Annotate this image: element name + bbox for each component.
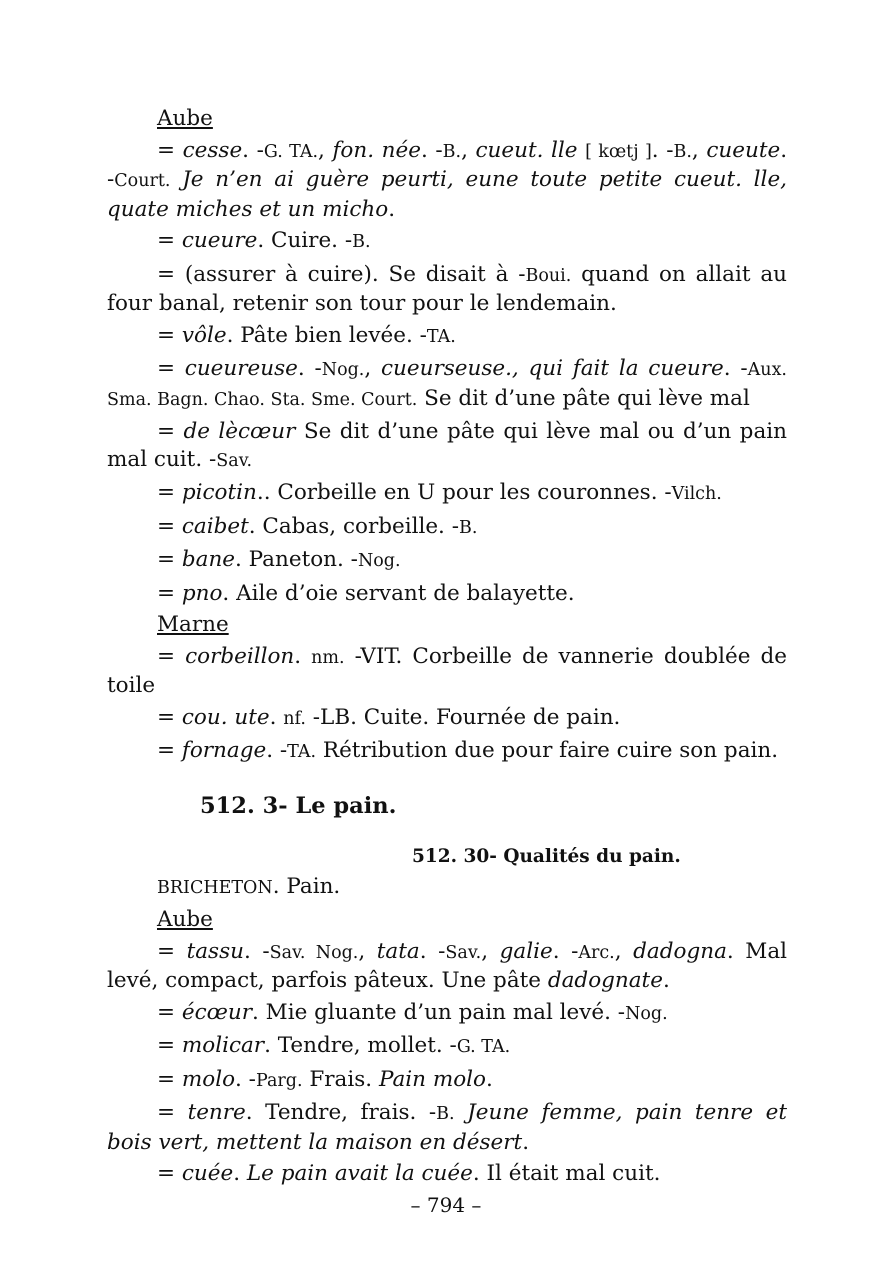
entry-text: , xyxy=(481,938,500,964)
dictionary-entry xyxy=(107,1099,787,1156)
entry-term: de lècœur xyxy=(183,419,296,444)
entry-term: Le pain avait la cuée xyxy=(246,1161,473,1186)
entry-term: picotin xyxy=(181,480,257,505)
entry-text xyxy=(578,138,586,163)
entry-text: . xyxy=(233,1161,247,1186)
entry-text: Se dit d’une pâte qui lève mal xyxy=(417,385,750,411)
entry-abbrev: Parg. xyxy=(255,1070,303,1091)
entry-text: , xyxy=(614,938,634,964)
entry-text: . Mal levé, compact, parfois pâteux. Une pâte xyxy=(107,938,788,993)
entry-text: = xyxy=(157,228,182,253)
entry-abbrev: Nog. xyxy=(625,1003,668,1024)
dictionary-entry xyxy=(107,1160,787,1188)
dictionary-entry xyxy=(107,479,787,509)
entry-term: pno xyxy=(181,580,223,606)
page-body xyxy=(107,105,787,1192)
entry-text: = xyxy=(157,137,183,163)
entry-text xyxy=(170,167,182,192)
entry-text: , xyxy=(364,356,381,381)
entry-text: = xyxy=(157,1033,182,1058)
entry-text: . - xyxy=(552,938,579,964)
entry-text: . xyxy=(522,1129,530,1155)
entry-text: = (assurer à cuire). Se disait à - xyxy=(157,261,526,287)
entry-text: = xyxy=(157,1100,188,1125)
entry-term: molicar xyxy=(181,1033,265,1058)
entry-term: cueure xyxy=(181,228,258,253)
page-number: – 794 – xyxy=(410,1193,482,1217)
entry-term: Jeune femme, pain tenre et bois vert, mettent la maison en désert xyxy=(107,1100,787,1155)
entry-text: = xyxy=(157,419,184,444)
dictionary-entry xyxy=(107,513,787,543)
entry-text: . Il était mal cuit. xyxy=(472,1161,661,1186)
dictionary-entry xyxy=(107,1032,787,1062)
entry-term: tata xyxy=(376,938,420,964)
entry-text: . - xyxy=(107,137,788,192)
entry-text: , xyxy=(461,137,476,163)
entry-text: . Pain. xyxy=(272,873,341,899)
dictionary-entry xyxy=(107,137,787,224)
entry-text: . - xyxy=(242,137,264,163)
entry-abbrev: Sav. Nog. xyxy=(269,942,359,963)
dictionary-entry xyxy=(107,580,787,608)
dictionary-entry xyxy=(107,227,787,257)
subsection-heading: 512. 30- Qualités du pain. xyxy=(412,845,681,867)
entry-text: quand on allait au four banal, retenir son tour pour le lendemain. xyxy=(107,261,787,316)
entry-text: . xyxy=(269,704,284,730)
dictionary-entry xyxy=(107,322,787,352)
entry-abbrev: Court. xyxy=(114,171,171,191)
dictionary-entry xyxy=(107,643,787,700)
dictionary-entry xyxy=(107,873,787,903)
entry-text: . - xyxy=(235,1066,256,1092)
entry-term: vôle xyxy=(181,322,227,348)
entry-term: caibet xyxy=(181,513,249,539)
entry-text: Rétribution due pour faire cuire son pain. xyxy=(316,738,779,763)
entry-term: bane xyxy=(181,547,236,572)
entry-text: = xyxy=(157,547,182,572)
entry-text: Frais. xyxy=(302,1066,379,1092)
entry-abbrev: nm. xyxy=(311,647,345,668)
entry-abbrev: [ kœtj ] xyxy=(585,141,652,162)
entry-text: . - xyxy=(297,356,322,381)
entry-text: . Paneton. - xyxy=(235,547,358,572)
entry-abbrev: B. xyxy=(459,517,478,538)
dictionary-entry xyxy=(107,546,787,576)
entry-text: = xyxy=(157,1066,182,1092)
entry-text: . - xyxy=(243,938,270,964)
entry-text: . - xyxy=(420,137,443,163)
entry-text: . - xyxy=(651,137,674,163)
entry-text: . - xyxy=(723,356,748,381)
entry-term: fon. née xyxy=(332,137,421,163)
entry-abbrev: G. TA. xyxy=(456,1037,511,1057)
entry-text: . Cuire. - xyxy=(257,228,353,253)
entry-text: . xyxy=(388,196,396,222)
entry-abbrev: nf. xyxy=(283,708,306,729)
entry-abbrev: G. TA. xyxy=(263,141,319,162)
entry-text: = xyxy=(157,643,186,669)
entry-text: . Tendre, mollet. - xyxy=(264,1033,457,1058)
entry-term: cueurseuse., qui fait la cueure xyxy=(380,356,724,381)
entry-abbrev: Nog. xyxy=(321,360,365,380)
region-heading: Aube xyxy=(157,106,213,131)
entry-term: Je n’en ai guère peurti, eune toute petite cueut. lle, quate miches et un micho xyxy=(107,167,787,222)
entry-text: . Mie gluante d’un pain mal levé. - xyxy=(252,999,626,1025)
entry-abbrev: B. xyxy=(436,1104,455,1124)
entry-text: = xyxy=(157,356,185,381)
entry-abbrev: TA. xyxy=(426,326,456,347)
entry-abbrev: Vilch. xyxy=(671,484,722,504)
entry-abbrev: Aux. Sma. Bagn. Chao. Sta. Sme. Court. xyxy=(107,360,787,410)
entry-term: cou. ute xyxy=(181,704,270,730)
entry-term: cueureuse xyxy=(184,356,298,381)
region-heading: Aube xyxy=(157,907,213,932)
entry-text: = xyxy=(157,738,182,763)
entry-text: . Tendre, frais. - xyxy=(245,1100,437,1125)
entry-abbrev: B. xyxy=(442,141,462,162)
entry-abbrev: Arc. xyxy=(578,942,615,963)
dictionary-entry xyxy=(107,261,787,318)
entry-term: cueute xyxy=(706,137,781,163)
dictionary-entry xyxy=(107,999,787,1029)
entry-text: . xyxy=(662,968,670,993)
entry-text: = xyxy=(157,999,182,1025)
entry-text: .. Corbeille en U pour les couronnes. - xyxy=(256,480,672,505)
dictionary-entry xyxy=(107,704,787,734)
entry-text: , xyxy=(358,938,377,964)
entry-abbrev: B. xyxy=(673,141,692,162)
entry-text: . Aile d’oie servant de balayette. xyxy=(222,580,575,606)
entry-text xyxy=(455,1100,468,1125)
dictionary-entry xyxy=(107,418,787,475)
entry-abbrev: Sav. xyxy=(216,450,253,471)
region-heading: Marne xyxy=(157,612,229,637)
entry-abbrev: B. xyxy=(352,232,371,252)
entry-term: cueut. lle xyxy=(475,137,578,163)
entry-abbrev: Nog. xyxy=(357,551,401,571)
entry-text: = xyxy=(157,513,182,539)
entry-text: = xyxy=(157,480,182,505)
entry-text: -VIT. Corbeille de vannerie doublée de toile xyxy=(107,643,788,698)
entry-text: -LB. Cuite. Fournée de pain. xyxy=(305,704,621,730)
entry-term: molo xyxy=(181,1066,236,1092)
dictionary-entry xyxy=(107,938,787,995)
entry-text: . Pâte bien levée. - xyxy=(226,322,427,348)
entry-term: cesse xyxy=(182,137,243,163)
entry-term: dadognate xyxy=(547,968,663,993)
entry-text: = xyxy=(157,580,182,606)
entry-abbrev: TA. xyxy=(287,742,317,762)
entry-text: Se dit d’une pâte qui lève mal ou d’un pain mal cuit. - xyxy=(107,419,787,472)
entry-term: fornage xyxy=(181,738,267,763)
entry-text: . xyxy=(485,1066,493,1092)
entry-text: = xyxy=(157,704,182,730)
dictionary-entry xyxy=(107,355,787,414)
entry-term: dadogna xyxy=(633,938,727,964)
entry-text: , xyxy=(691,137,707,163)
entry-abbrev: Sav. xyxy=(445,942,482,963)
entry-text: . - xyxy=(419,938,446,964)
section-heading: 512. 3- Le pain. xyxy=(200,792,397,819)
entry-text: = xyxy=(157,322,182,348)
entry-term: tassu xyxy=(186,938,244,964)
dictionary-entry xyxy=(107,737,787,767)
entry-term: Pain molo xyxy=(378,1066,486,1092)
entry-term: écœur xyxy=(181,999,253,1025)
entry-term: cuée xyxy=(181,1161,234,1186)
entry-term: tenre xyxy=(187,1100,246,1125)
entry-text: . - xyxy=(266,738,288,763)
entry-text: . xyxy=(294,643,312,669)
entry-abbrev: Boui. xyxy=(525,265,572,286)
entry-term: corbeillon xyxy=(185,643,295,669)
entry-text: = xyxy=(157,938,187,964)
entry-text: , xyxy=(318,137,333,163)
entry-abbrev: BRICHETON xyxy=(157,877,273,898)
dictionary-entry xyxy=(107,1066,787,1096)
entry-term: galie xyxy=(499,938,553,964)
entry-text: = xyxy=(157,1161,182,1186)
entry-text: . Cabas, corbeille. - xyxy=(248,513,459,539)
